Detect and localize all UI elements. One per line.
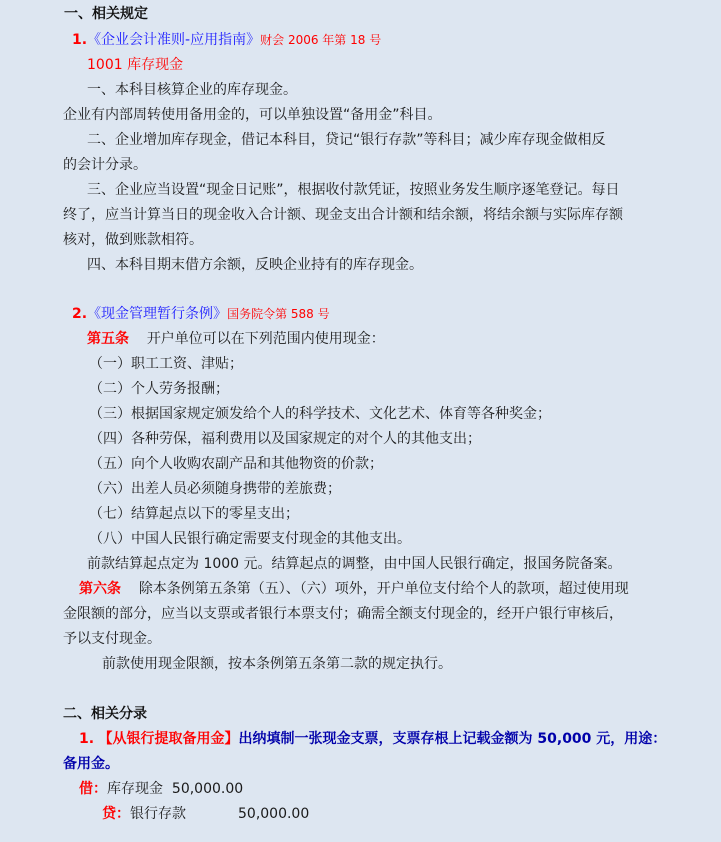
list-item: （六）出差人员必须随身携带的差旅费； xyxy=(89,481,341,497)
paragraph: 一、本科目核算企业的库存现金。 xyxy=(87,82,297,98)
entry-description: 出纳填制一张现金支票，支票存根上记载金额为 50,000 元，用途： xyxy=(238,731,667,747)
paragraph: 核对，做到账款相符。 xyxy=(63,232,203,248)
reference-title: 《企业会计准则-应用指南》 xyxy=(87,32,261,48)
paragraph: 四、本科目期末借方余额，反映企业持有的库存现金。 xyxy=(87,257,423,273)
paragraph: 三、企业应当设置“现金日记账”，根据收付款凭证，按照业务发生顺序逐笔登记。每日 xyxy=(87,182,620,198)
section-title-entries: 二、相关分录 xyxy=(63,706,147,722)
credit-line xyxy=(102,802,309,827)
article-label: 第五条 xyxy=(87,331,129,347)
reference-2-heading xyxy=(72,302,330,327)
list-item: （五）向个人收购农副产品和其他物资的价款； xyxy=(89,456,383,472)
article-text: 开户单位可以在下列范围内使用现金： xyxy=(146,331,385,347)
credit-account: 银行存款 xyxy=(130,806,186,822)
paragraph: 予以支付现金。 xyxy=(63,631,161,647)
debit-account: 库存现金 xyxy=(107,781,163,797)
reference-source: 财会 2006 年第 18 号 xyxy=(260,33,382,47)
reference-source: 国务院令第 588 号 xyxy=(227,307,330,321)
debit-label: 借： xyxy=(79,781,107,797)
paragraph: 企业有内部周转使用备用金的，可以单独设置“备用金”科目。 xyxy=(63,107,442,123)
list-item: （一）职工工资、津贴； xyxy=(89,356,243,372)
reference-number: 1. xyxy=(72,32,88,48)
list-item: （七）结算起点以下的零星支出； xyxy=(89,506,299,522)
list-item: （二）个人劳务报酬； xyxy=(89,381,229,397)
article-text: 除本条例第五条第（五）、（六）项外，开户单位支付给个人的款项，超过使用现 xyxy=(138,581,629,597)
paragraph: 金限额的部分，应当以支票或者银行本票支付；确需全额支付现金的，经开户银行审核后， xyxy=(63,606,623,622)
credit-label: 贷： xyxy=(102,806,130,822)
section-title-regulations: 一、相关规定 xyxy=(64,6,148,22)
paragraph: 终了，应当计算当日的现金收入合计额、现金支出合计额和结余额，将结余额与实际库存额 xyxy=(63,207,623,223)
article-6-note: 前款使用现金限额，按本条例第五条第二款的规定执行。 xyxy=(102,656,452,672)
credit-amount: 50,000.00 xyxy=(238,806,310,822)
entry-number: 1. xyxy=(79,731,95,747)
entry-description-cont: 备用金。 xyxy=(63,756,119,772)
debit-amount: 50,000.00 xyxy=(171,781,244,797)
article-5-note: 前款结算起点定为 1000 元。结算起点的调整，由中国人民银行确定，报国务院备案。 xyxy=(87,556,622,572)
account-code: 1001 库存现金 xyxy=(87,57,184,73)
list-item: （四）各种劳保，福利费用以及国家规定的对个人的其他支出； xyxy=(89,431,481,447)
article-label: 第六条 xyxy=(79,581,121,597)
paragraph: 的会计分录。 xyxy=(63,157,147,173)
entry-tag: 【从银行提取备用金】 xyxy=(98,731,239,747)
debit-line xyxy=(79,777,243,802)
entry-1-heading xyxy=(79,727,666,752)
article-5 xyxy=(87,327,385,352)
article-6 xyxy=(79,577,629,602)
reference-1-heading xyxy=(72,28,381,53)
list-item: （三）根据国家规定颁发给个人的科学技术、文化艺术、体育等各种奖金； xyxy=(89,406,551,422)
reference-number: 2. xyxy=(72,306,88,322)
paragraph: 二、企业增加库存现金，借记本科目，贷记“银行存款”等科目；减少库存现金做相反 xyxy=(87,132,606,148)
reference-title: 《现金管理暂行条例》 xyxy=(87,306,228,322)
list-item: （八）中国人民银行确定需要支付现金的其他支出。 xyxy=(89,531,411,547)
